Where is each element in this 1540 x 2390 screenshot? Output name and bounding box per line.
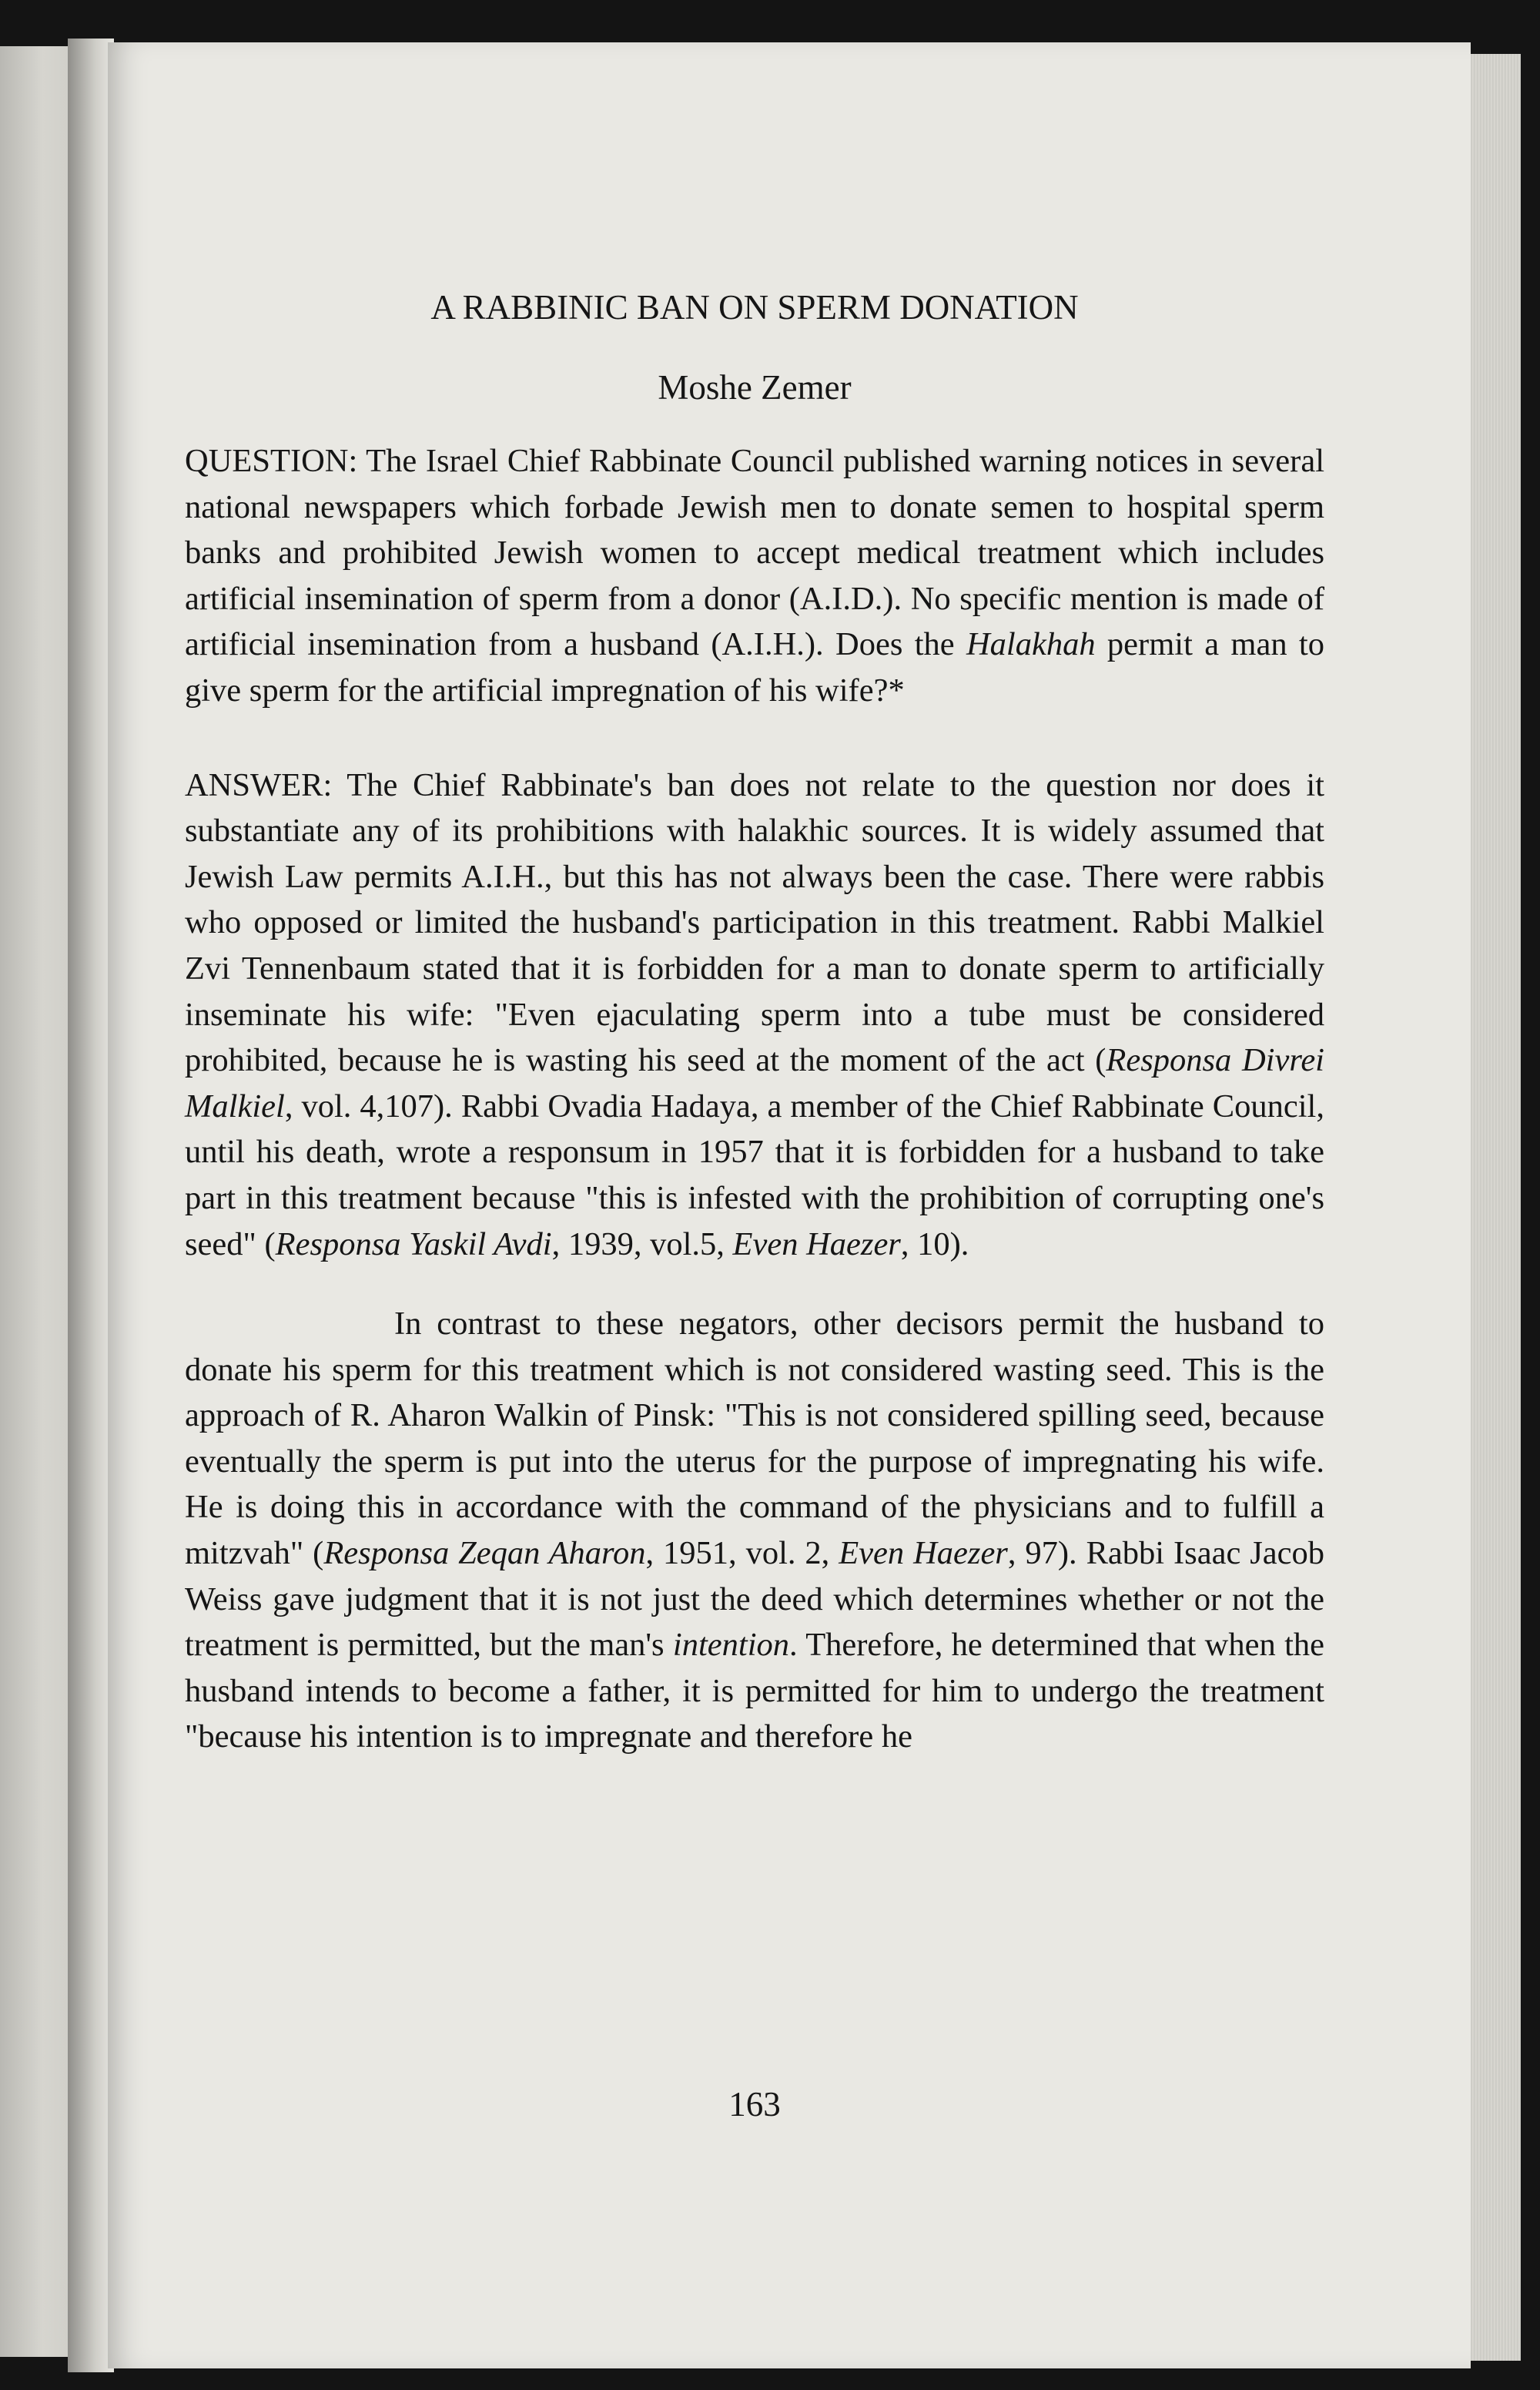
contrast-italic-even-haezer: Even Haezer	[839, 1535, 1008, 1572]
book-page	[108, 42, 1471, 2368]
page-content	[185, 283, 1324, 1760]
article-title: A RABBINIC BAN ON SPERM DONATION	[430, 288, 1079, 327]
answer-italic-even-haezer: Even Haezer	[732, 1225, 901, 1262]
question-italic-halakhah: Halakhah	[966, 626, 1096, 663]
answer-paragraph	[185, 763, 1324, 1268]
page-number: 163	[728, 2085, 781, 2124]
question-text-2: permit a man to give sperm for the artificial impregnation of his wife?*	[185, 626, 1324, 709]
answer-text-2: , vol. 4,107). Rabbi Ovadia Hadaya, a member of the Chief Rabbinate Council, until his death, wrote a responsum in 1957 that it is forbidden for a husband to take part in this treatment because "this is infested with the prohibition of corrupting one's seed" (	[185, 1088, 1324, 1262]
question-paragraph	[185, 438, 1324, 714]
answer-text-1: ANSWER: The Chief Rabbinate's ban does not relate to the question nor does it substantiate any of its prohibitions with halakhic sources. It is widely assumed that Jewish Law permits A.I.H., but this has not always been the case. There were rabbis who opposed or limited the husband's participation in this treatment. Rabbi Malkiel Zvi Tennenbaum stated that it is forbidden for a man to donate sperm to artificially inseminate his wife: "Even ejaculating sperm into a tube must be considered prohibited, because he is wasting his seed at the moment of the act (	[185, 766, 1324, 1079]
contrast-text-3: , 97). Rabbi Isaac Jacob Weiss gave judgment that it is not just the deed which determines whether or not the treatment is permitted, but the man's	[185, 1535, 1324, 1664]
right-page-edges	[1467, 54, 1521, 2361]
answer-text-4: , 10).	[900, 1225, 969, 1262]
contrast-text-2: , 1951, vol. 2,	[645, 1535, 839, 1572]
answer-italic-divrei-malkiel: Responsa Divrei Malkiel	[185, 1042, 1324, 1125]
article-author: Moshe Zemer	[658, 368, 852, 407]
contrast-paragraph	[185, 1301, 1324, 1760]
question-text-1: QUESTION: The Israel Chief Rabbinate Council published warning notices in several national newspapers which forbade Jewish men to donate semen to hospital sperm banks and prohibited Jewish women to accept medical treatment which includes artificial insemination of sperm from a donor (A.I.D.). No specific mention is made of artificial insemination from a husband (A.I.H.). Does the	[185, 443, 1324, 663]
left-page-edge	[0, 46, 77, 2357]
book-gutter	[68, 39, 114, 2372]
contrast-text-4: . Therefore, he determined that when the husband intends to become a father, it is permitted for him to undergo the treatment "because his intention is to impregnate and therefore he	[185, 1627, 1324, 1755]
answer-text-3: , 1939, vol.5,	[551, 1225, 733, 1262]
contrast-italic-intention: intention	[672, 1627, 790, 1664]
contrast-text-1: In contrast to these negators, other decisors permit the husband to donate his sperm for this treatment which is not considered wasting seed. This is the approach of R. Aharon Walkin of Pinsk: "This is not considered spilling seed, because eventually the sperm is put into the uterus for the purpose of impregnating his wife. He is doing this in accordance with the command of the physicians and to fulfill a mitzvah" (	[185, 1306, 1324, 1572]
answer-italic-yaskil-avdi: Responsa Yaskil Avdi	[275, 1225, 552, 1262]
contrast-italic-zeqan-aharon: Responsa Zeqan Aharon	[323, 1535, 646, 1572]
